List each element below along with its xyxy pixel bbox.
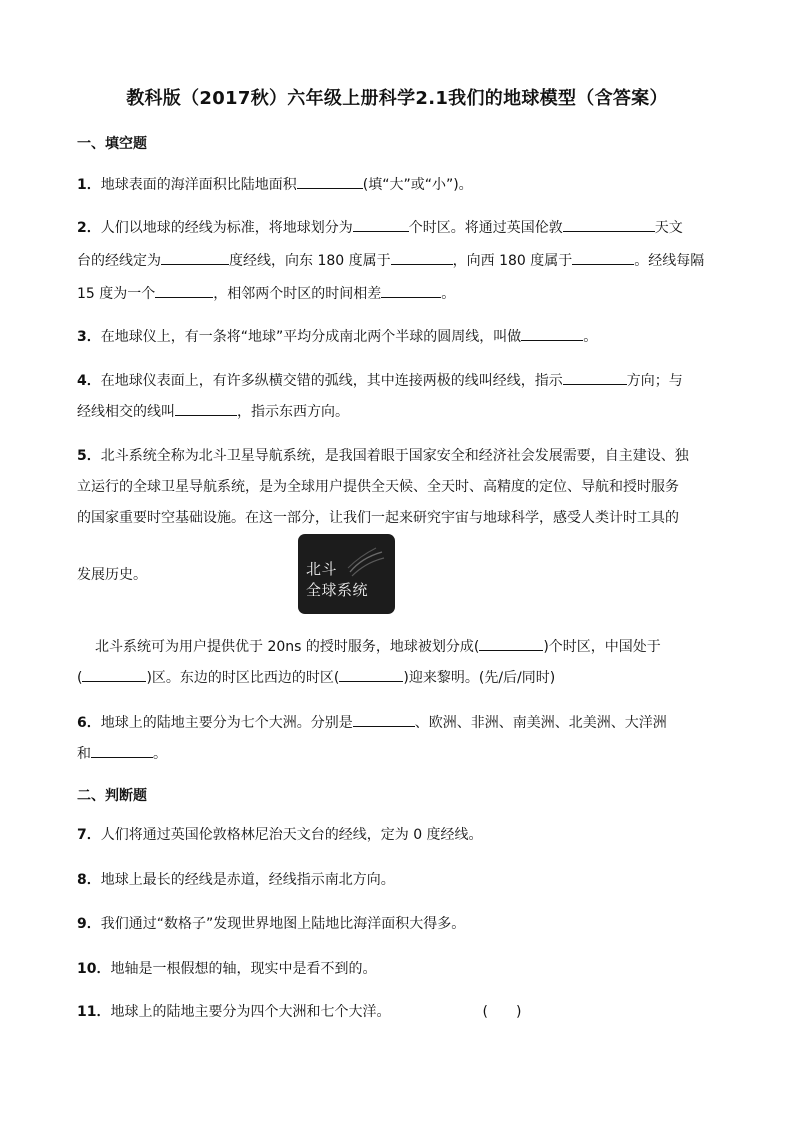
answer-blank[interactable] — [521, 326, 583, 341]
question-number: 7． — [77, 827, 101, 843]
answer-blank[interactable] — [82, 667, 146, 682]
question-1 — [77, 174, 717, 195]
answer-blank[interactable] — [297, 174, 363, 189]
question-5-line-3 — [77, 508, 717, 528]
question-4-line-2 — [77, 401, 717, 422]
question-text: 、欧洲、非洲、南美洲、北美洲、大洋洲 — [414, 715, 667, 731]
question-8 — [77, 870, 717, 890]
question-text: 我们通过“数格子”发现世界地图上陆地比海洋面积大得多。 — [100, 916, 466, 932]
document-title: 教科版（2017秋）六年级上册科学2.1我们的地球模型（含答案） — [126, 88, 668, 109]
question-text: ，相邻两个时区的时间相差 — [213, 286, 382, 302]
answer-blank[interactable] — [155, 283, 213, 298]
question-text: 立运行的全球卫星导航系统，是为全球用户提供全天候、全天时、高精度的定位、导航和授时服务 — [77, 479, 679, 495]
question-text: 地球上的陆地主要分为七个大洲。分别是 — [100, 715, 353, 731]
question-5-line-2 — [77, 477, 717, 497]
section-heading-fill-in: 一、填空题 — [77, 136, 147, 152]
answer-blank[interactable] — [339, 667, 403, 682]
answer-blank[interactable] — [391, 250, 453, 265]
question-text: 地球上的陆地主要分为四个大洲和七个大洋。 — [110, 1004, 391, 1020]
question-text: ，指示东西方向。 — [237, 404, 349, 420]
question-text: 在地球仪上，有一条将“地球”平均分成南北两个半球的圆周线，叫做 — [100, 329, 522, 345]
question-text: 地球上最长的经线是赤道，经线指示南北方向。 — [100, 872, 395, 888]
question-2-line-2 — [77, 250, 717, 271]
question-3 — [77, 326, 717, 347]
question-text: )迎来黎明。(先/后/同时) — [403, 670, 556, 686]
question-text: 。 — [153, 746, 167, 762]
question-6-line-2 — [77, 743, 717, 764]
answer-blank[interactable] — [563, 370, 627, 385]
question-text: 人们以地球的经线为标准，将地球划分为 — [100, 220, 353, 236]
question-text: )区。东边的时区比西边的时区( — [146, 670, 340, 686]
question-text: 15 度为一个 — [77, 286, 156, 302]
beidou-logo-text — [306, 559, 368, 601]
question-text: 度经线，向东 180 度属于 — [229, 253, 391, 269]
question-text: 发展历史。 — [77, 567, 147, 583]
question-text: )个时区，中国处于 — [543, 639, 661, 655]
question-number: 2． — [77, 220, 101, 236]
section-heading-true-false: 二、判断题 — [77, 788, 147, 804]
logo-line: 北斗 — [306, 560, 338, 578]
answer-blank[interactable] — [91, 743, 153, 758]
question-4-line-1 — [77, 370, 717, 391]
question-2-line-3 — [77, 283, 717, 304]
answer-blank[interactable] — [479, 636, 543, 651]
question-6-line-1 — [77, 712, 717, 733]
question-number: 11． — [77, 1004, 111, 1020]
question-number: 6． — [77, 715, 101, 731]
question-11 — [77, 1002, 717, 1022]
question-text: (填“大”或“小”)。 — [362, 177, 473, 193]
question-text: 北斗系统全称为北斗卫星导航系统，是我国着眼于国家安全和经济社会发展需要，自主建设、独 — [100, 448, 689, 464]
question-text: 个时区。将通过英国伦敦 — [408, 220, 563, 236]
question-text: 。经线每隔 — [634, 253, 705, 269]
question-number: 8． — [77, 872, 101, 888]
question-text: 人们将通过英国伦敦格林尼治天文台的经线，定为 0 度经线。 — [100, 827, 483, 843]
question-9 — [77, 914, 717, 934]
question-text: 天文 — [654, 220, 683, 236]
question-text: 和 — [77, 746, 91, 762]
question-text: 方向；与 — [626, 373, 683, 389]
question-number: 1． — [77, 177, 101, 193]
question-number: 5． — [77, 448, 101, 464]
question-10 — [77, 959, 717, 979]
question-5-sub-line-2 — [77, 667, 717, 688]
question-text: 北斗系统可为用户提供优于 20ns 的授时服务，地球被划分成( — [95, 639, 480, 655]
question-text: 经线相交的线叫 — [77, 404, 175, 420]
question-text: ( — [77, 670, 83, 686]
answer-bracket[interactable]: ( ) — [482, 1004, 522, 1020]
question-5-sub-line-1 — [95, 636, 735, 657]
answer-blank[interactable] — [353, 217, 409, 232]
question-text: 地轴是一根假想的轴，现实中是看不到的。 — [110, 961, 377, 977]
answer-blank[interactable] — [161, 250, 229, 265]
question-number: 9． — [77, 916, 101, 932]
answer-blank[interactable] — [175, 401, 237, 416]
question-number: 10． — [77, 961, 111, 977]
question-text: 的国家重要时空基础设施。在这一部分，让我们一起来研究宇宙与地球科学，感受人类计时工具的 — [77, 510, 679, 526]
question-number: 3． — [77, 329, 101, 345]
question-text: 地球表面的海洋面积比陆地面积 — [100, 177, 297, 193]
question-number: 4． — [77, 373, 101, 389]
question-5-line-4 — [77, 565, 717, 585]
question-2-line-1 — [77, 217, 717, 238]
question-text: 在地球仪表面上，有许多纵横交错的弧线，其中连接两极的线叫经线，指示 — [100, 373, 563, 389]
question-7 — [77, 825, 717, 845]
logo-line: 全球系统 — [306, 581, 369, 599]
question-5-line-1 — [77, 446, 717, 466]
answer-blank[interactable] — [353, 712, 415, 727]
question-text: ，向西 180 度属于 — [452, 253, 573, 269]
answer-blank[interactable] — [572, 250, 634, 265]
answer-blank[interactable] — [563, 217, 655, 232]
question-text: 。 — [441, 286, 456, 302]
question-text: 台的经线定为 — [77, 253, 161, 269]
beidou-logo-image — [298, 534, 395, 614]
question-text: 。 — [583, 329, 598, 345]
answer-blank[interactable] — [381, 283, 441, 298]
